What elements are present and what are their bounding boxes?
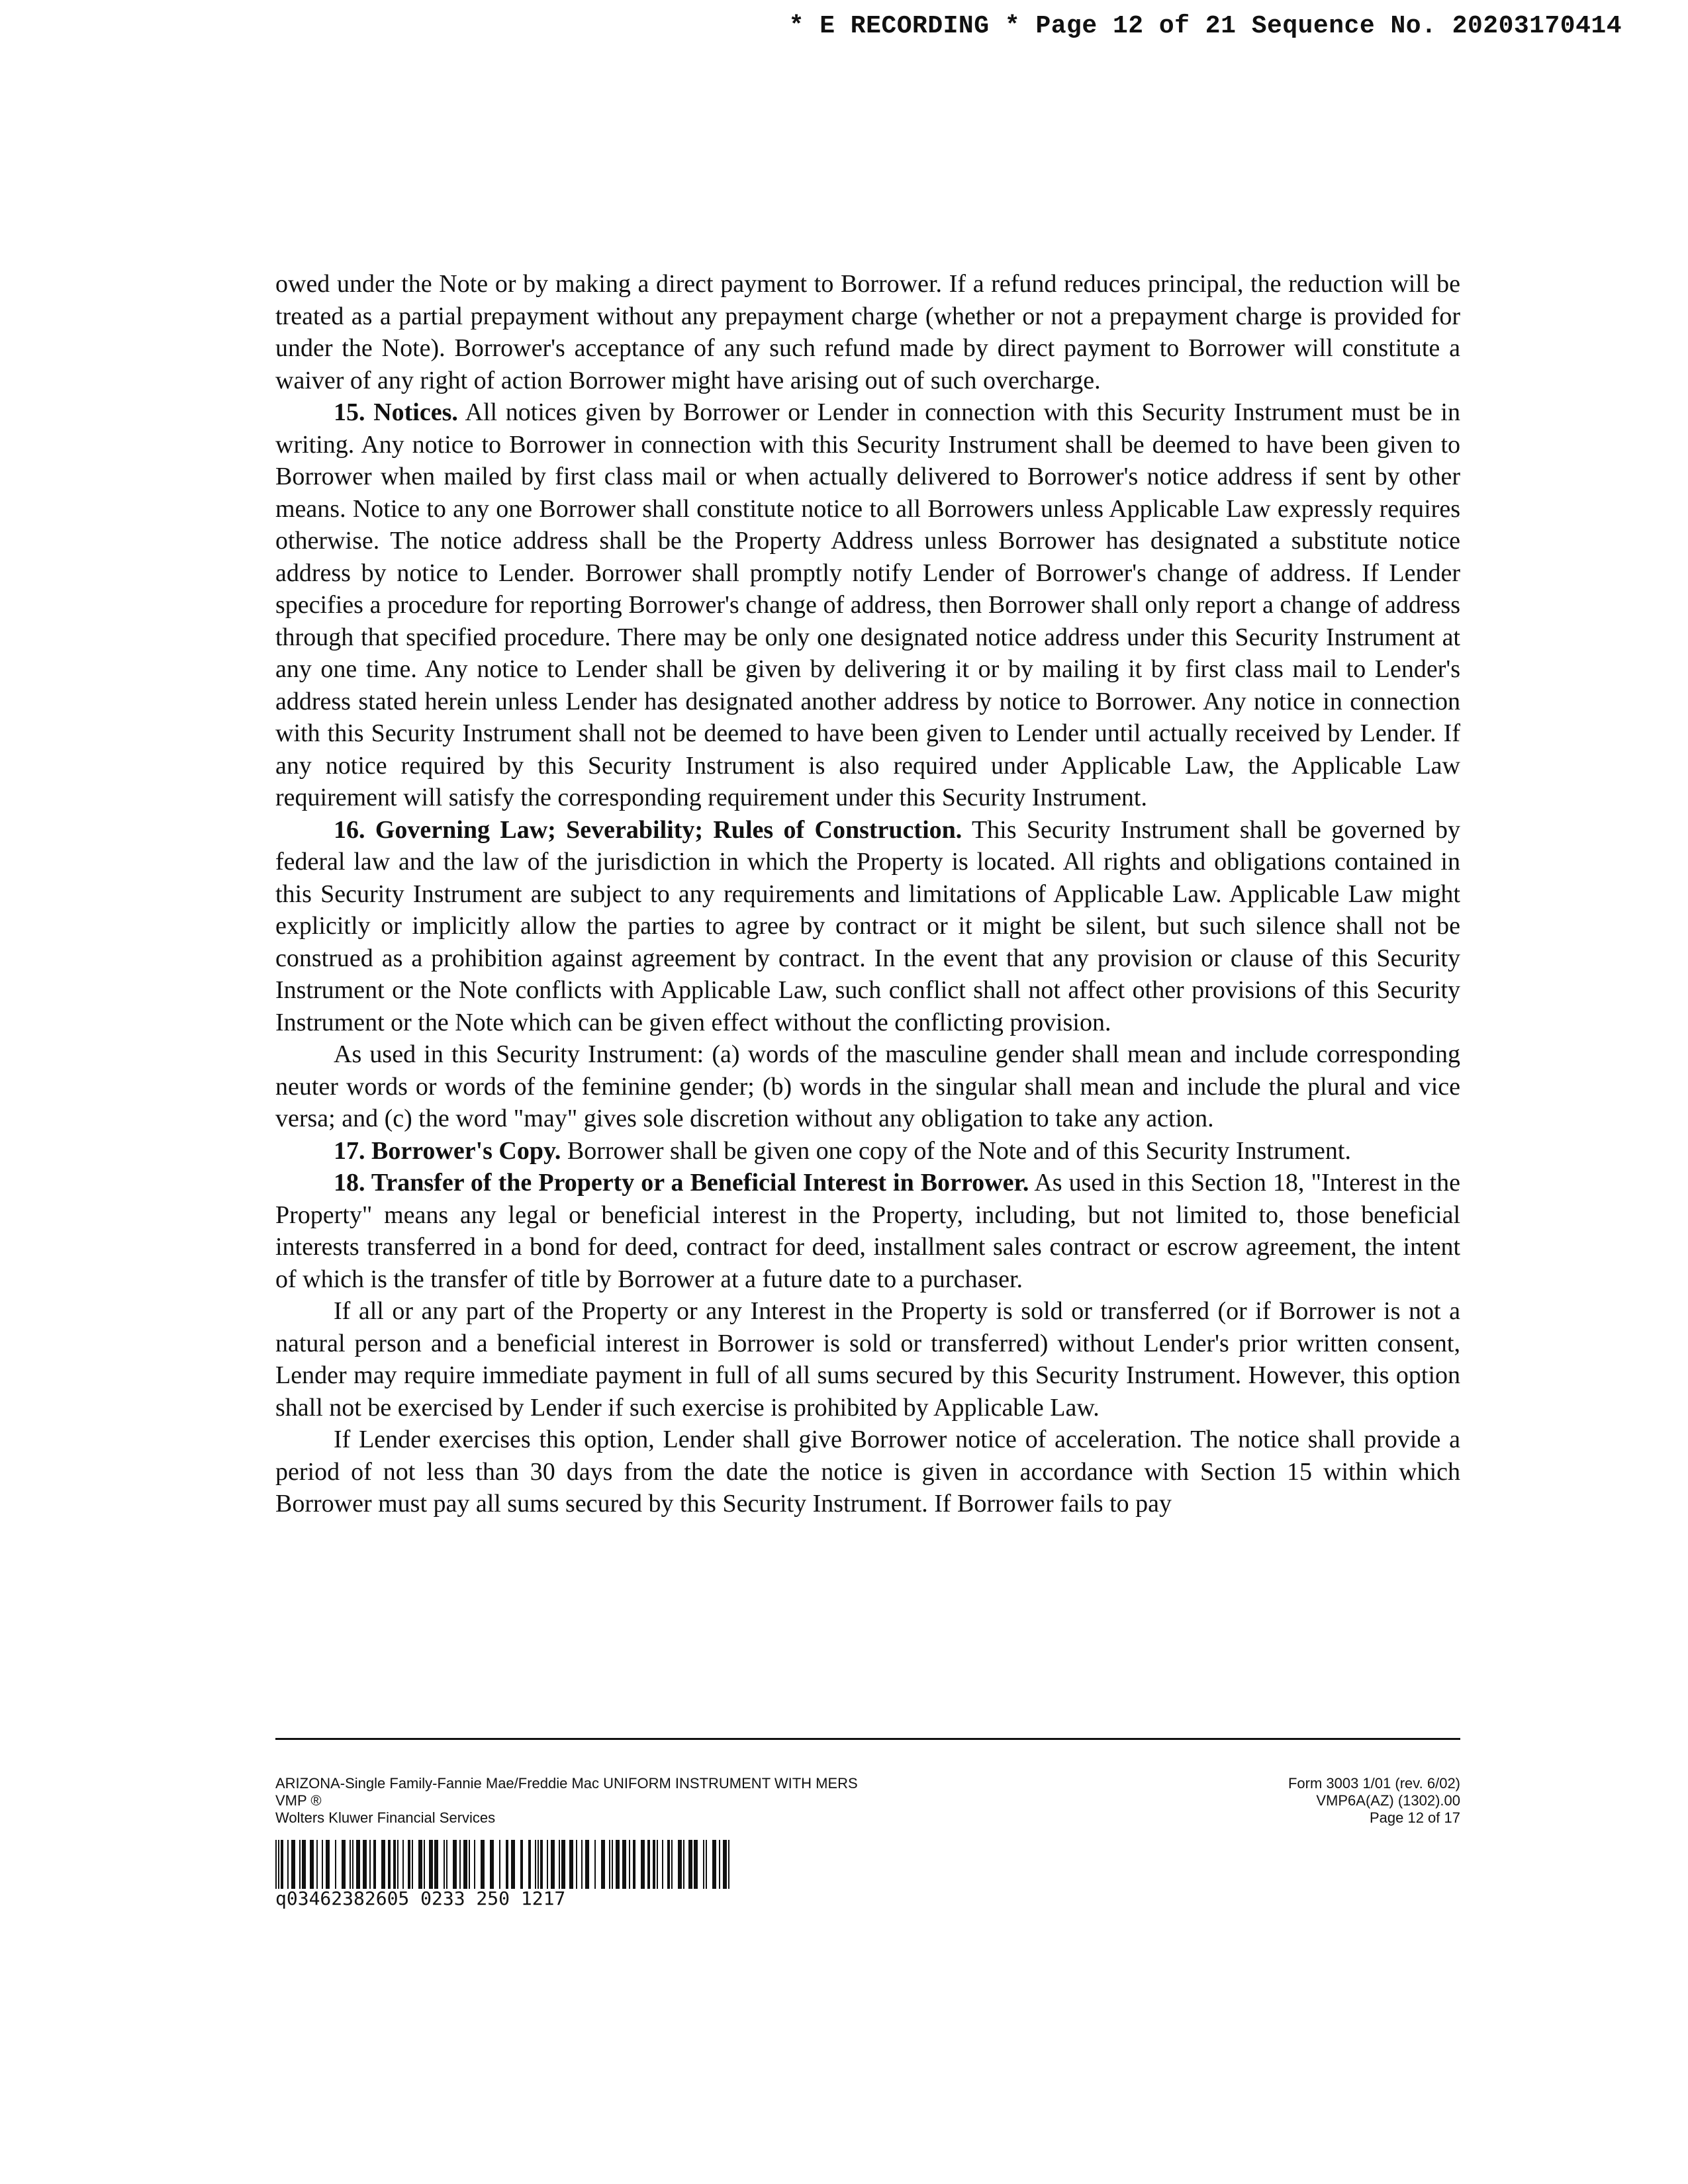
barcode-bar bbox=[408, 1840, 410, 1889]
barcode-graphic bbox=[275, 1840, 739, 1889]
paragraph-continuation: owed under the Note or by making a direct payment to Borrower. If a refund reduces principal, the reduction will be treated as a partial prepayment without any prepayment charge (whether or not a prepayment charge is provided for under the Note). Borrower's acceptance of any such refund made by direct payment to Borrower will constitute a waiver of any right of action Borrower might have arising out of such overcharge. bbox=[275, 270, 1460, 394]
form-title: ARIZONA-Single Family-Fannie Mae/Freddie Mac UNIFORM INSTRUMENT WITH MERS bbox=[275, 1775, 858, 1792]
barcode-bar bbox=[424, 1840, 425, 1889]
section-16-text: This Security Instrument shall be governed by federal law and the law of the jurisdiction in which the Property is located. All rights and obligations contained in this Security Instrument are subject to any requirements and limitations of Applicable Law. Applicable Law might explicitly or implicitly allow the parties to agree by contract or it might be silent, but such silence shall not be construed as a prohibition against agreement by contract. In the event that any provision or clause of this Security Instrument or the Note conflicts with Applicable Law, such conflict shall not affect other provisions of this Security Instrument or the Note which can be given effect without the conflicting provision. bbox=[275, 815, 1461, 1036]
barcode-bar bbox=[299, 1840, 301, 1889]
section-18-transfer bbox=[275, 1167, 1460, 1295]
vmp-code: VMP6A(AZ) (1302).00 bbox=[1316, 1792, 1460, 1809]
barcode-bar bbox=[540, 1840, 543, 1889]
barcode-bar bbox=[481, 1840, 485, 1889]
barcode-bar bbox=[506, 1840, 508, 1889]
barcode-bar bbox=[538, 1840, 539, 1889]
barcode-bar bbox=[662, 1840, 663, 1889]
section-16-paragraph-2: As used in this Security Instrument: (a) words of the masculine gender shall mean and include corresponding neuter words or words of the feminine gender; (b) words in the singular shall mean and include the plural and vice versa; and (c) the word "may" gives sole discretion without any obligation to take any action. bbox=[275, 1040, 1460, 1132]
barcode-bar bbox=[694, 1840, 698, 1889]
barcode-bar bbox=[616, 1840, 620, 1889]
barcode-bar bbox=[601, 1840, 605, 1889]
document-body bbox=[275, 268, 1460, 1520]
barcode-bar bbox=[335, 1840, 336, 1889]
barcode-bar bbox=[278, 1840, 279, 1889]
section-17-borrowers-copy bbox=[275, 1135, 1460, 1167]
barcode-number: q03462382605 0233 250 1217 bbox=[275, 1888, 566, 1909]
footer-form-number bbox=[1063, 1775, 1460, 1827]
barcode-bar bbox=[703, 1840, 704, 1889]
section-17-heading: 17. Borrower's Copy. bbox=[334, 1136, 561, 1165]
section-18-paragraph-2: If all or any part of the Property or any Interest in the Property is sold or transferred (or if Borrower is not a natural person and a beneficial interest in Borrower is sold or transferred) without Lender's prior written consent, Lender may require immediate payment in full of all sums secured by this Security Instrument. However, this option shall not be exercised by Lender if such exercise is prohibited by Applicable Law. bbox=[275, 1297, 1460, 1422]
barcode-bar bbox=[547, 1840, 548, 1889]
barcode-bar bbox=[585, 1840, 589, 1889]
barcode-bar bbox=[499, 1840, 500, 1889]
recording-stamp: * E RECORDING * Page 12 of 21 Sequence No. 20203170414 bbox=[788, 12, 1622, 40]
barcode-bar bbox=[581, 1840, 583, 1889]
footer-form-info bbox=[275, 1775, 1070, 1827]
barcode-bar bbox=[641, 1840, 645, 1889]
barcode-bar bbox=[397, 1840, 399, 1889]
barcode-bar bbox=[576, 1840, 577, 1889]
barcode-bar bbox=[551, 1840, 555, 1889]
section-18-paragraph-3: If Lender exercises this option, Lender shall give Borrower notice of acceleration. The notice shall provide a period of not less than 30 days from the date the notice is given in accordance with Section 15 within which Borrower must pay all sums secured by this Security Instrument. If Borrower fails to pay bbox=[275, 1426, 1460, 1518]
barcode-bar bbox=[393, 1840, 396, 1889]
barcode-bar bbox=[667, 1840, 670, 1889]
barcode-bar bbox=[446, 1840, 447, 1889]
barcode-bar bbox=[281, 1840, 283, 1889]
barcode-bar bbox=[412, 1840, 413, 1889]
barcode-bar bbox=[678, 1840, 682, 1889]
section-16-governing-law bbox=[275, 814, 1460, 1039]
barcode-bar bbox=[322, 1840, 323, 1889]
barcode-bar bbox=[291, 1840, 295, 1889]
section-18-heading: 18. Transfer of the Property or a Beneficial Interest in Borrower. bbox=[334, 1169, 1029, 1197]
barcode-bar bbox=[561, 1840, 565, 1889]
barcode-bar bbox=[388, 1840, 391, 1889]
barcode-bar bbox=[342, 1840, 346, 1889]
barcode-bar bbox=[683, 1840, 684, 1889]
section-15-heading: 15. Notices. bbox=[334, 398, 458, 426]
barcode-bar bbox=[728, 1840, 729, 1889]
vmp-mark: VMP ® bbox=[275, 1792, 322, 1809]
barcode-bar bbox=[474, 1840, 475, 1889]
barcode-bar bbox=[429, 1840, 433, 1889]
barcode-bar bbox=[657, 1840, 658, 1889]
barcode-bar bbox=[275, 1840, 277, 1889]
barcode-bar bbox=[520, 1840, 523, 1889]
barcode-bar bbox=[688, 1840, 692, 1889]
barcode-bar bbox=[434, 1840, 438, 1889]
page-number: Page 12 of 17 bbox=[1369, 1809, 1460, 1826]
section-16-heading: 16. Governing Law; Severability; Rules of Construction. bbox=[334, 815, 962, 844]
barcode-bar bbox=[356, 1840, 360, 1889]
barcode-bar bbox=[310, 1840, 314, 1889]
barcode-bar bbox=[459, 1840, 461, 1889]
barcode-bar bbox=[369, 1840, 371, 1889]
barcode-bar bbox=[719, 1840, 720, 1889]
barcode-bar bbox=[381, 1840, 385, 1889]
barcode-bar bbox=[302, 1840, 306, 1889]
barcode-bar bbox=[418, 1840, 422, 1889]
barcode-bar bbox=[559, 1840, 560, 1889]
barcode-bar bbox=[569, 1840, 573, 1889]
barcode-bar bbox=[535, 1840, 536, 1889]
section-18-text: As used in this Section 18, "Interest in the Property" means any legal or beneficial interest in the Property, including, but not limited to, those beneficial interests transferred in a bond for deed, contract for deed, installment sales contract or escrow agreement, the intent of which is the transfer of title by Borrower at a future date to a purchaser. bbox=[275, 1169, 1460, 1293]
section-15-notices bbox=[275, 396, 1460, 814]
barcode-bar bbox=[647, 1840, 650, 1889]
barcode-bar bbox=[723, 1840, 727, 1889]
publisher-name: Wolters Kluwer Financial Services bbox=[275, 1809, 496, 1826]
barcode-bar bbox=[528, 1840, 531, 1889]
barcode-bar bbox=[712, 1840, 716, 1889]
barcode-bar bbox=[316, 1840, 318, 1889]
barcode-bar bbox=[402, 1840, 404, 1889]
barcode-bar bbox=[444, 1840, 445, 1889]
section-15-text: All notices given by Borrower or Lender in connection with this Security Instrument must be in writing. Any notice to Borrower in connection with this Security Instrument shall be deemed to have been given to Borrower when mailed by first class mail or when actually delivered to Borrower's notice address if sent by other means. Notice to any one Borrower shall constitute notice to all Borrowers unless Applicable Law expressly requires otherwise. The notice address shall be the Property Address unless Borrower has designated a substitute notice address by notice to Lender. Borrower shall promptly notify Lender of Borrower's change of address. If Lender specifies a procedure for reporting Borrower's change of address, then Borrower shall only report a change of address through that specified procedure. There may be only one designated notice address under this Security Instrument at any one time. Any notice to Lender shall be given by delivering it or by mailing it by first class mail to Lender's address stated herein unless Lender has designated another address by notice to Borrower. Any notice in connection with this Security Instrument shall not be deemed to have been given to Lender until actually received by Lender. If any notice required by this Security Instrument is also required under Applicable Law, the Applicable Law requirement will satisfy the corresponding requirement under this Security Instrument. bbox=[275, 398, 1460, 811]
footer-divider bbox=[275, 1738, 1460, 1740]
barcode-bar bbox=[629, 1840, 630, 1889]
barcode-bar bbox=[469, 1840, 470, 1889]
barcode-bar bbox=[612, 1840, 613, 1889]
barcode-bar bbox=[653, 1840, 655, 1889]
barcode bbox=[275, 1840, 739, 1889]
barcode-bar bbox=[350, 1840, 351, 1889]
barcode-bar bbox=[453, 1840, 457, 1889]
barcode-bar bbox=[511, 1840, 515, 1889]
barcode-bar bbox=[609, 1840, 610, 1889]
section-17-text: Borrower shall be given one copy of the Note and of this Security Instrument. bbox=[561, 1136, 1351, 1165]
form-number: Form 3003 1/01 (rev. 6/02) bbox=[1288, 1775, 1460, 1792]
barcode-bar bbox=[287, 1840, 289, 1889]
barcode-bar bbox=[326, 1840, 330, 1889]
barcode-bar bbox=[622, 1840, 626, 1889]
barcode-bar bbox=[363, 1840, 367, 1889]
barcode-bar bbox=[463, 1840, 467, 1889]
barcode-bar bbox=[594, 1840, 596, 1889]
barcode-bar bbox=[373, 1840, 376, 1889]
barcode-bar bbox=[352, 1840, 353, 1889]
barcode-bar bbox=[633, 1840, 635, 1889]
barcode-bar bbox=[671, 1840, 673, 1889]
barcode-bar bbox=[706, 1840, 707, 1889]
barcode-bar bbox=[490, 1840, 494, 1889]
